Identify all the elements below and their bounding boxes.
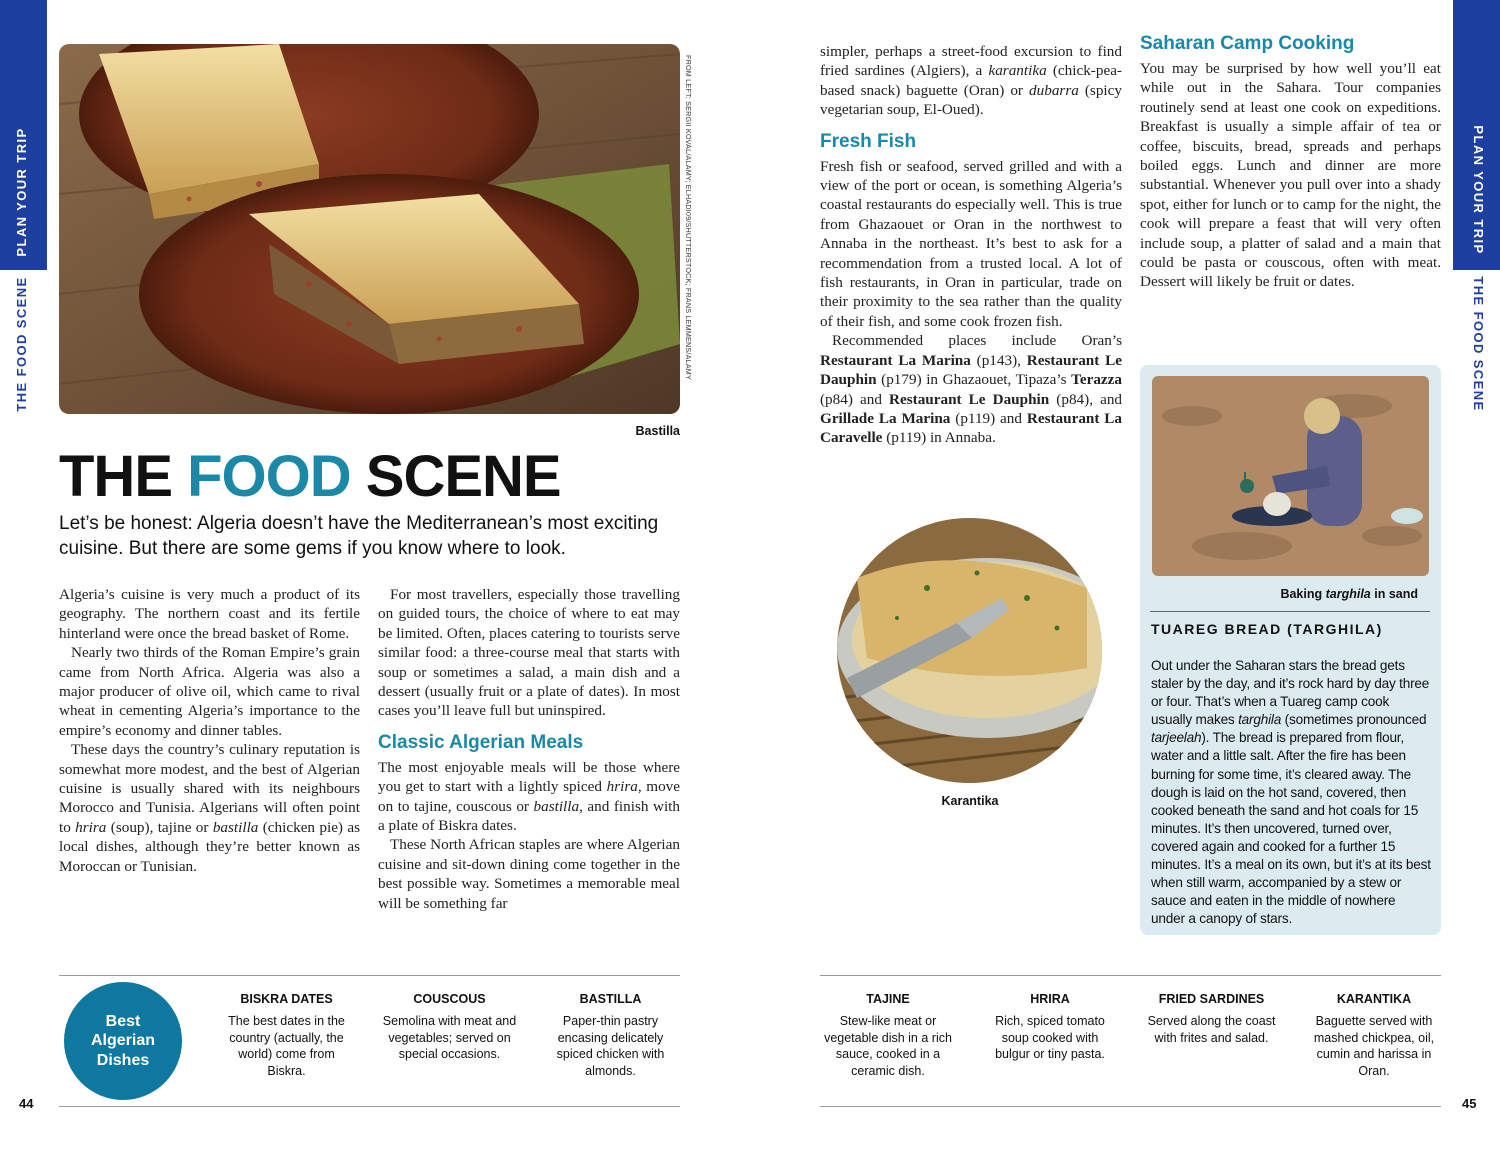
sidebar-title: TUAREG BREAD (TARGHILA) — [1151, 621, 1383, 637]
dishes-top-rule-right — [820, 975, 1441, 976]
dishes-bottom-rule-right — [820, 1106, 1441, 1107]
karantika-photo — [837, 518, 1102, 783]
col3-paragraph-1: simpler, perhaps a street-food excursion to find fried sardines (Algiers), a karantika (chick-pea-based snack) baguette (Oran) or dubarra (spicy vegetarian soup, El-Oued). — [820, 43, 1122, 119]
dish-fried-sardines: FRIED SARDINES Served along the coast with frites and salad. — [1147, 992, 1276, 1045]
column-1 — [59, 585, 360, 876]
dish-bastilla: BASTILLA Paper-thin pastry encasing delicately spiced chicken with almonds. — [556, 992, 665, 1078]
column-3 — [820, 42, 1122, 448]
sidebar-body: Out under the Saharan stars the bread gets staler by the day, and it’s rock hard by day three or four. That’s when a Tuareg camp cook usually makes targhila (sometimes pronounced tarjeelah). The bread is prepared from flour, water and a little salt. After the fire has been burning for some time, it’s cleared away. The dough is laid on the hot sand, covered, then cooked beneath the sand and hot coals for 15 minutes. It’s then uncovered, turned over, covered again and cooked for a further 15 minutes. It’s a meal on its own, but it’s at its best when still warm, accompanied by a stew or sauce and eaten in the middle of nowhere under a canopy of stars. — [1151, 658, 1431, 927]
title-accent-word: FOOD — [187, 444, 351, 509]
heading-classic-meals: Classic Algerian Meals — [378, 731, 584, 753]
heading-fresh-fish: Fresh Fish — [820, 130, 917, 152]
col2-paragraph-3: These North African staples are where Algerian cuisine and sit-down dining come together in the best possible way. Sometimes a memorable meal will be something far — [378, 836, 680, 912]
sidebar-rule — [1150, 611, 1430, 612]
col2-paragraph-1: For most travellers, especially those travelling on guided tours, the choice of where to eat may be limited. Often, places catering to tourists serve similar food: a three-course meal that starts with soup or sometimes a salad, a main dish and a dessert (usually fruit or a plate of dates). In most cases you’ll leave full but uninspired. — [378, 586, 680, 720]
karantika-caption: Karantika — [941, 794, 999, 808]
col2-paragraph-2: The most enjoyable meals will be those where you get to start with a lightly spiced hrira, move on to tajine, couscous or bastilla, and finish with a plate of Biskra dates. — [378, 758, 681, 835]
dish-karantika: KARANTIKA Baguette served with mashed chickpea, oil, cumin and harissa in Oran. — [1313, 992, 1435, 1078]
left-chapter-label: THE FOOD SCENE — [14, 276, 29, 412]
dish-couscous: COUSCOUS Semolina with meat and vegetables; served on special occasions. — [382, 992, 517, 1061]
bastilla-caption: Bastilla — [635, 424, 680, 438]
column-2 — [378, 585, 680, 913]
title-part-1: THE — [59, 444, 188, 509]
dish-hrira: HRIRA Rich, spiced tomato soup cooked with bulgur or tiny pasta. — [995, 992, 1105, 1061]
tuareg-photo — [1152, 376, 1429, 576]
col1-paragraph-2: Nearly two thirds of the Roman Empire’s grain came from North Africa. Algeria was also a major producer of olive oil, which came to rival wheat in cementing Algeria’s importance to the empire’s economy and dinner tables. — [59, 644, 360, 739]
best-dishes-badge: Best Algerian Dishes — [64, 982, 182, 1100]
column-4 — [1140, 32, 1441, 292]
page-number-right: 45 — [1462, 1096, 1477, 1111]
dish-biskra-dates: BISKRA DATES The best dates in the country (actually, the world) come from Biskra. — [228, 992, 345, 1078]
col1-paragraph-1: Algeria’s cuisine is very much a product of its geography. The northern coast and its fertile hinterland were once the bread basket of Rome. — [59, 586, 360, 642]
col4-paragraph-1: You may be surprised by how well you’ll eat while out in the Sahara. Tour companies routinely send at least one cook on expeditions. Breakfast is usually a simple affair of tea or coffee, biscuits, bread, spreads and perhaps boiled eggs. Lunch and dinner are more substantial. Whenever you pull over into a shady spot, either for lunch or to camp for the night, the cook will prepare a feast that will very often include soup, a platter of salad and a main that could be pasta or couscous, often with meat. Dessert will likely be fruit or dates. — [1140, 60, 1441, 291]
tuareg-image — [1152, 376, 1429, 576]
col3-paragraph-3: Recommended places include Oran’s Restaurant La Marina (p143), Restaurant Le Dauphin (p179) in Ghazaouet, Tipaza’s Terazza (p84) and Restaurant Le Dauphin (p84), and Grillade La Marina (p119) and Restaurant La Caravelle (p119) in Annaba. — [820, 332, 1123, 447]
col3-paragraph-2: Fresh fish or seafood, served grilled and with a view of the port or ocean, is something Algeria’s coastal restaurants do especially well. This is true from Ghazaouet or Oran in the northwest to Annaba in the northeast. It’s best to ask for a recommendation from a trusted local. A lot of fish restaurants, in Oran in particular, trade on their proximity to the sea rather than the quality of their fish, and some cook frozen fish. — [820, 157, 1122, 330]
bastilla-photo — [59, 44, 680, 414]
dish-tajine: TAJINE Stew-like meat or vegetable dish in a rich sauce, cooked in a ceramic dish. — [824, 992, 952, 1078]
heading-saharan-cooking: Saharan Camp Cooking — [1140, 33, 1355, 54]
right-chapter-label: THE FOOD SCENE — [1471, 276, 1486, 412]
intro-text: Let’s be honest: Algeria doesn’t have the Mediterranean’s most exciting cuisine. But there are some gems if you know where to look. — [59, 513, 659, 559]
tuareg-caption: Baking targhila in sand — [1280, 587, 1418, 601]
col1-paragraph-3: These days the country’s culinary reputation is somewhat more modest, and the best of Algerian cuisine is usually shared with its neighbours Morocco and Tunisia. Algerians will often point to hrira (soup), tajine or bastilla (chicken pie) as local dishes, although they’re better known as Moroccan or Tunisian. — [59, 741, 360, 875]
page-title — [59, 444, 699, 509]
karantika-image — [837, 518, 1102, 783]
dishes-bottom-rule-left — [59, 1106, 680, 1107]
right-section-tab-label: PLAN YOUR TRIP — [1471, 125, 1486, 255]
dishes-top-rule-left — [59, 975, 680, 976]
bastilla-image — [59, 44, 680, 414]
left-section-tab-label: PLAN YOUR TRIP — [14, 127, 29, 257]
title-part-3: SCENE — [350, 444, 561, 509]
page-number-left: 44 — [19, 1096, 34, 1111]
photo-credit: FROM LEFT: SERGII KOVAL/ALAMY; ELHADI09/SHUTTERSTOCK; FRANS LEMMENS/ALAMY — [684, 55, 693, 380]
